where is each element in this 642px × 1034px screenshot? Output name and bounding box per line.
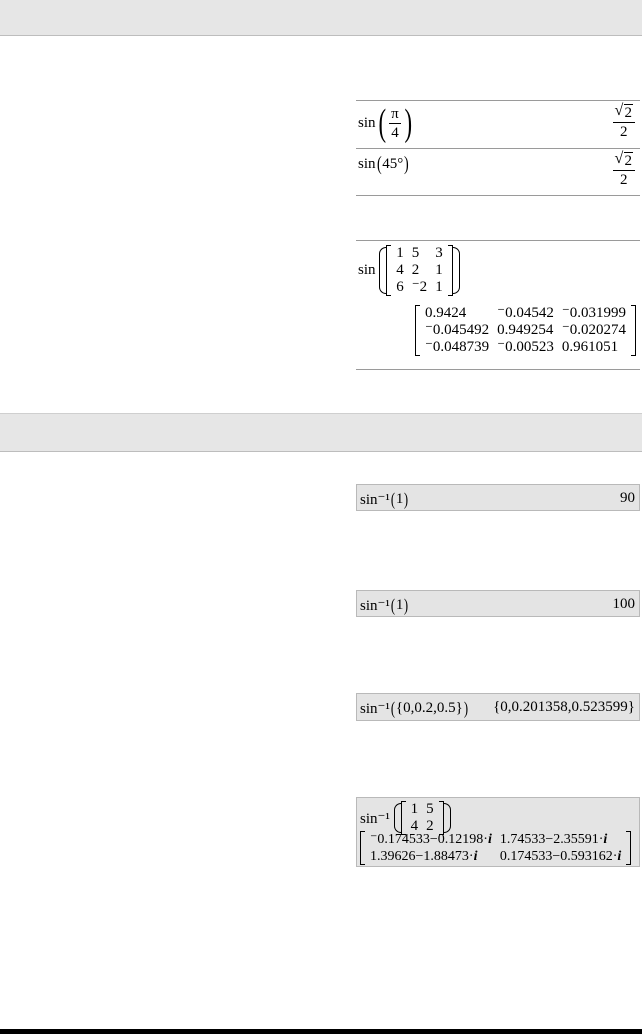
matrix-cell: 4 [410, 818, 419, 834]
radicand: 2 [624, 105, 632, 121]
example-row [356, 241, 640, 370]
example-sin-matrix [356, 240, 640, 370]
cell-value: 0.174533−0.593162· [499, 849, 618, 864]
fraction-denominator: 4 [391, 124, 399, 141]
result-matrix [360, 831, 631, 865]
function-name: sin⁻¹ [360, 701, 390, 717]
paren-group [379, 245, 459, 296]
result [360, 831, 631, 865]
input-matrix [401, 801, 444, 835]
argument: 1 [395, 596, 404, 613]
expression [358, 245, 460, 296]
result: {0,0.201358,0.523599} [493, 699, 635, 715]
right-paren: ) [404, 489, 409, 509]
example-sin-pi-over-4 [356, 100, 640, 196]
matrix-cell: 5 [411, 245, 420, 261]
result-fraction [613, 152, 636, 189]
left-paren: ( [390, 595, 396, 615]
right-paren: ) [463, 698, 468, 718]
example-arcsin-1-degree [356, 484, 640, 511]
example-arcsin-matrix [356, 797, 640, 867]
fraction-numerator: π [391, 105, 399, 122]
expression [360, 698, 469, 719]
page-bottom-rule [0, 1029, 642, 1034]
matrix-cell [366, 831, 496, 848]
matrix-cell: ⁻0.031999 [561, 305, 626, 321]
left-paren: ( [376, 153, 382, 175]
function-name: sin⁻¹ [360, 810, 390, 827]
right-paren: ) [404, 595, 409, 615]
matrix-cell: ⁻0.04542 [497, 305, 554, 321]
imaginary-unit: i [473, 849, 478, 864]
matrix-cell: 1 [435, 279, 443, 295]
matrix-cell: ⁻0.020274 [561, 322, 626, 338]
sqrt [615, 104, 634, 122]
matrix-cell: 2 [426, 818, 434, 834]
cell-value: 1.39626−1.88473· [370, 849, 474, 864]
function-name: sin⁻¹ [360, 492, 390, 508]
result-denominator: 2 [620, 172, 628, 188]
example-row [356, 101, 640, 149]
result-fraction [613, 104, 636, 141]
matrix-cell: 3 [435, 245, 443, 261]
matrix-cell: ⁻0.045492 [424, 322, 490, 338]
matrix-cell: ⁻0.00523 [497, 339, 554, 355]
right-paren: ) [404, 153, 409, 175]
left-paren: ( [390, 489, 396, 509]
expression [360, 489, 409, 510]
matrix-cell: 2 [411, 262, 420, 278]
radicand: 2 [624, 153, 632, 169]
result: 90 [620, 490, 635, 506]
top-header-band [0, 0, 642, 36]
sqrt [615, 152, 634, 170]
radical-sign: √ [614, 150, 624, 167]
matrix-cell [496, 848, 625, 865]
result-numerator [613, 104, 636, 123]
argument: 1 [395, 490, 404, 507]
matrix-cell: 6 [396, 279, 404, 295]
result-numerator [613, 152, 636, 171]
input-matrix [386, 245, 452, 296]
matrix-cell [496, 831, 625, 848]
matrix-cell: 4 [396, 262, 404, 278]
cell-value: 1.74533−2.35591· [499, 832, 604, 847]
imaginary-unit: i [487, 832, 492, 847]
matrix-cell: 0.9424 [424, 305, 467, 321]
argument: {0,0.2,0.5} [395, 699, 463, 716]
result: 100 [612, 596, 635, 612]
result [612, 104, 637, 141]
imaginary-unit: i [617, 849, 622, 864]
right-paren: ) [404, 102, 412, 144]
expression [360, 595, 409, 616]
matrix-cell: 1 [410, 801, 419, 817]
argument: 45° [382, 155, 404, 172]
result-matrix [415, 305, 636, 356]
result [612, 152, 637, 189]
expression [358, 153, 410, 176]
section-header-band [0, 413, 642, 452]
left-paren: ( [378, 102, 386, 144]
result [415, 305, 636, 356]
expression [360, 801, 451, 835]
function-name: sin [358, 262, 376, 278]
result-denominator: 2 [620, 124, 628, 140]
example-arcsin-list [356, 693, 640, 721]
expression [358, 104, 414, 142]
matrix-cell: ⁻0.048739 [424, 339, 490, 355]
cell-value: ⁻0.174533−0.12198· [370, 832, 488, 847]
function-name: sin [358, 114, 376, 131]
radical-sign: √ [614, 102, 624, 119]
matrix-cell [366, 848, 496, 865]
matrix-cell: 0.949254 [497, 322, 554, 338]
paren-group [394, 801, 451, 835]
matrix-cell: ⁻2 [411, 279, 428, 295]
imaginary-unit: i [603, 832, 608, 847]
fraction [389, 105, 401, 142]
matrix-cell: 0.961051 [561, 339, 619, 355]
left-paren: ( [390, 698, 396, 718]
function-name: sin⁻¹ [360, 598, 390, 614]
example-arcsin-1-gradian [356, 590, 640, 617]
matrix-cell: 5 [426, 801, 434, 817]
matrix-cell: 1 [435, 262, 443, 278]
matrix-cell: 1 [396, 245, 404, 261]
function-name: sin [358, 156, 376, 172]
example-sin-45-degrees [356, 149, 640, 196]
